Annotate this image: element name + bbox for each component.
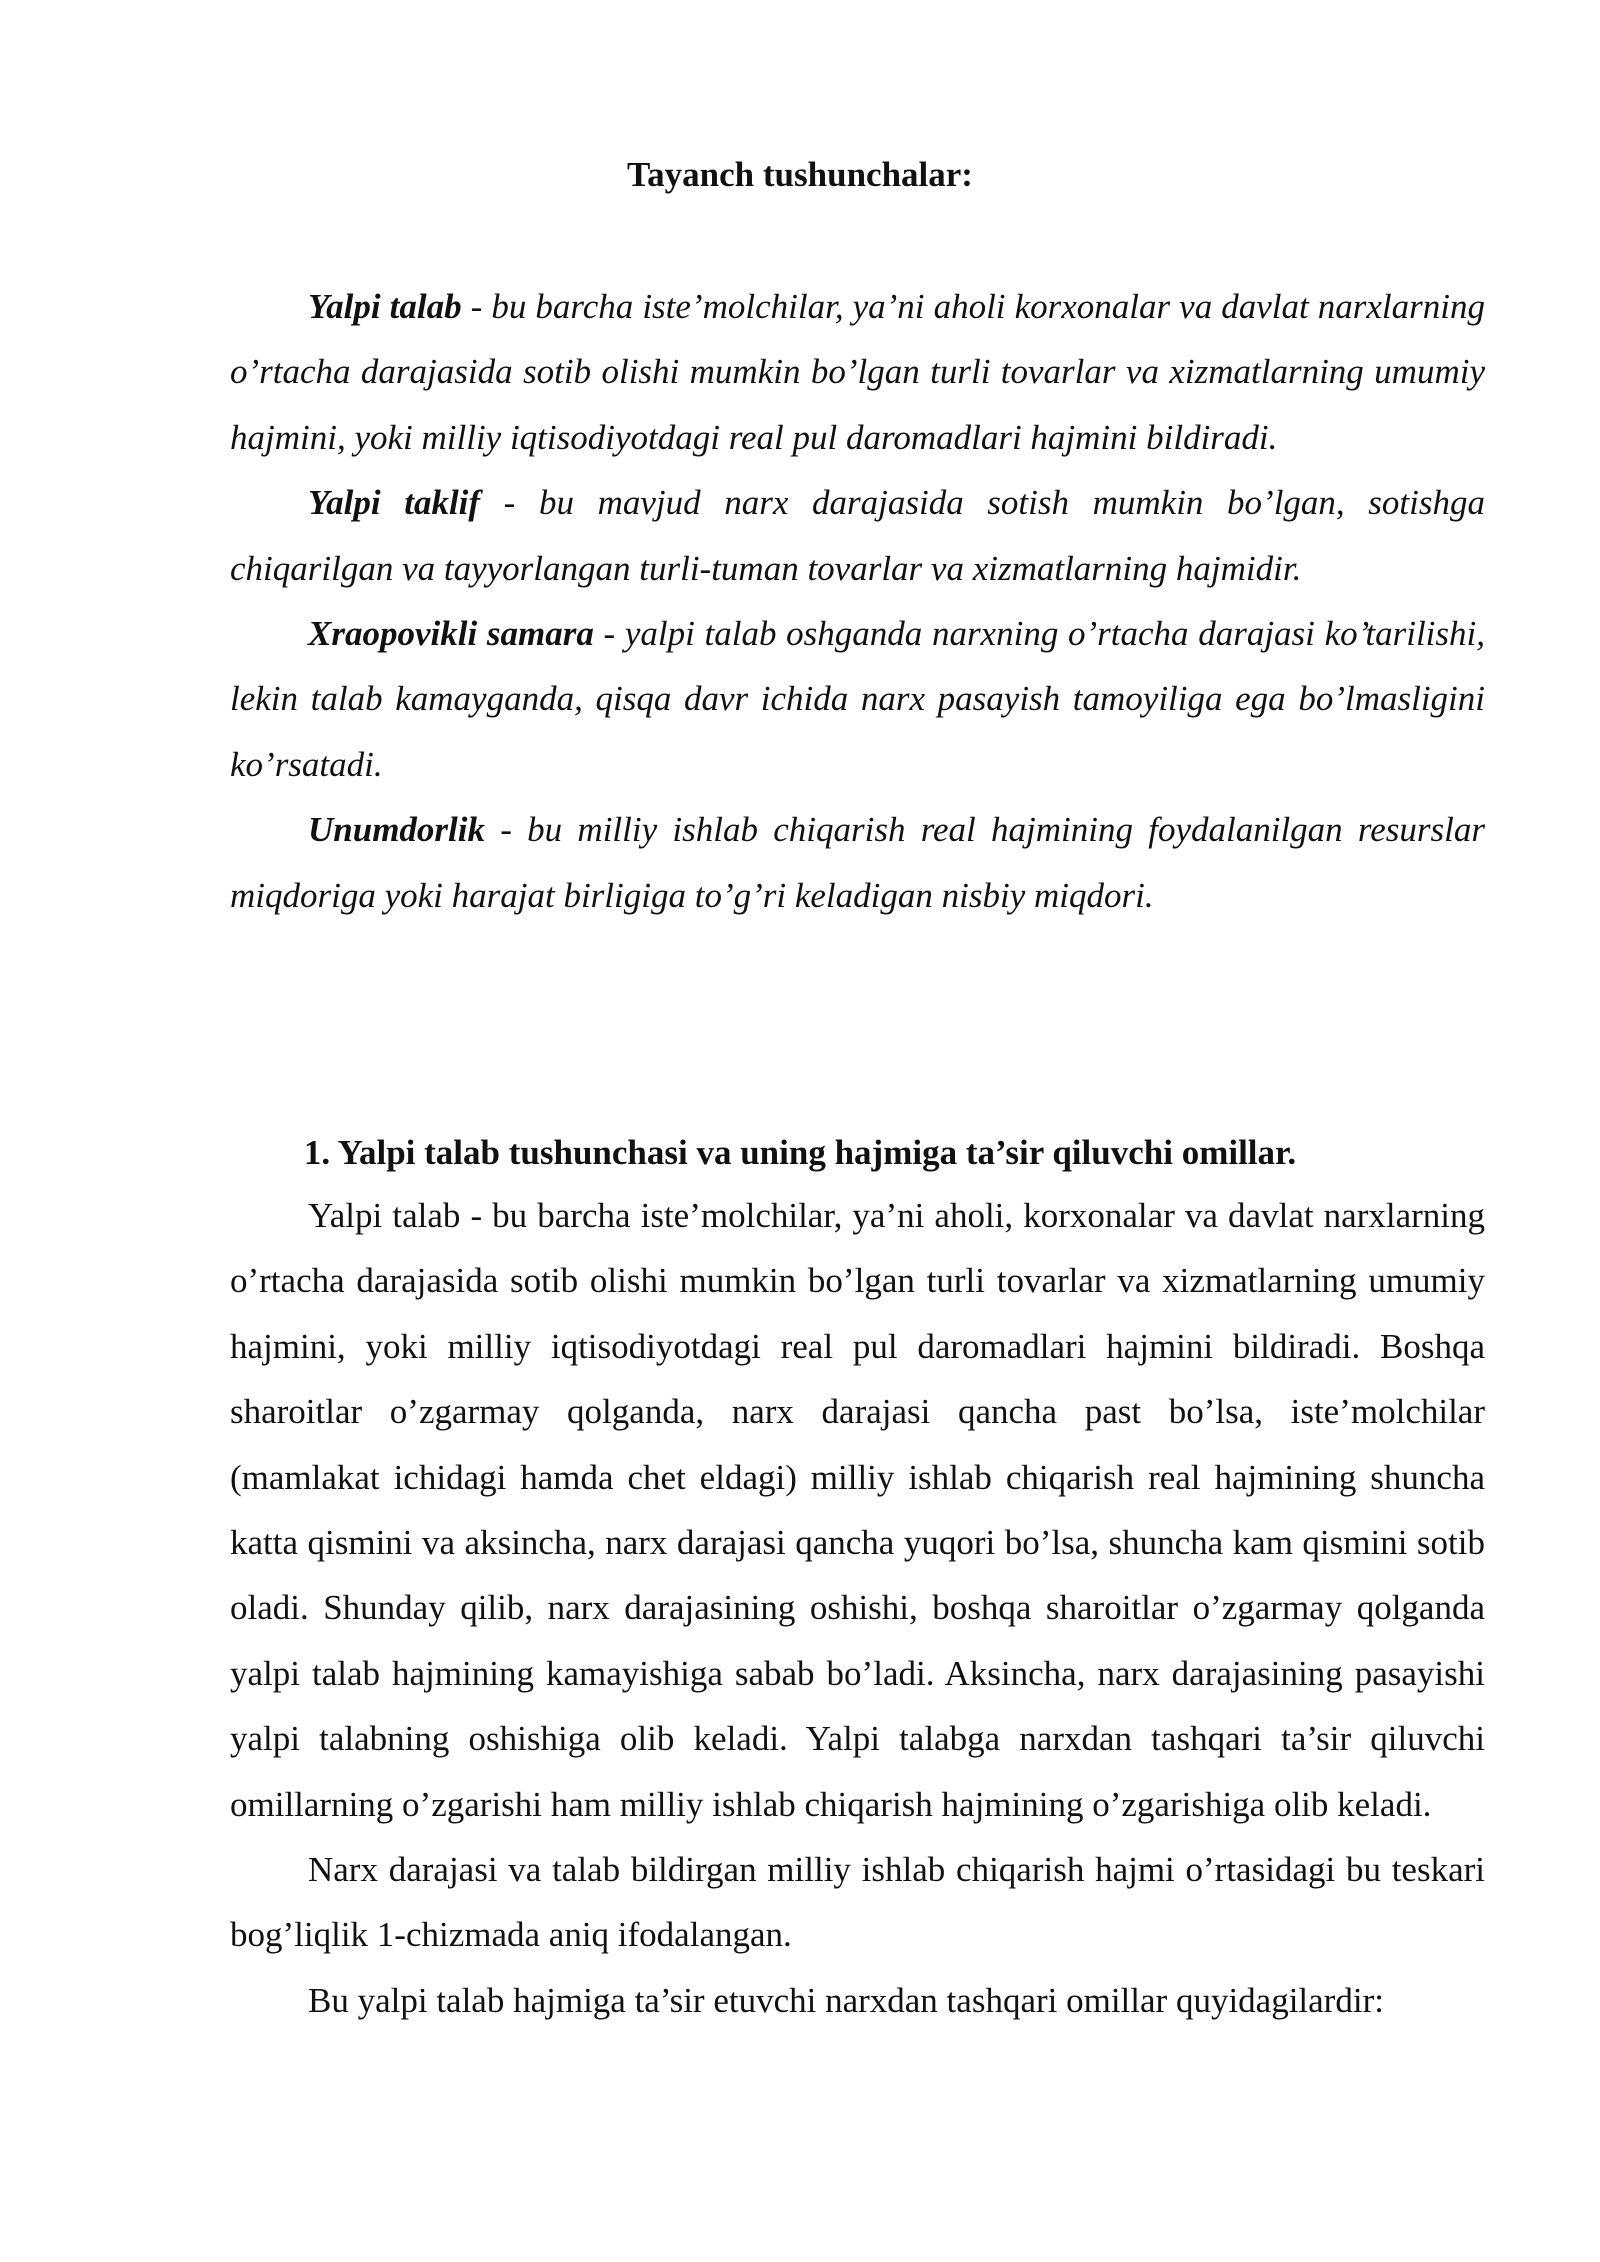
definition-text: - bu mavjud narx darajasida sotish mumkin bo’lgan, sotishga chiqarilgan va tayyorlangan turli-tuman tovarlar va xizmatlarning hajmidir. [230, 483, 1485, 588]
definition-text: - bu milliy ishlab chiqarish real hajmining foydalanilgan resurslar miqdoriga yoki harajat birligiga to’g’ri keladigan nisbiy miqdori. [230, 810, 1485, 915]
section-body [230, 1183, 1485, 2033]
definitions-list [230, 274, 1485, 928]
page-heading: Tayanch tushunchalar: [627, 155, 973, 194]
definition-item [230, 797, 1485, 928]
definition-term: Xraopovikli samara [308, 614, 594, 654]
section-title: 1. Yalpi talab tushunchasi va uning hajmiga ta’sir qiluvchi omillar. [303, 1133, 1297, 1172]
body-paragraph: Bu yalpi talab hajmiga ta’sir etuvchi narxdan tashqari omillar quyidagilardir: [308, 1980, 1384, 2020]
definition-item [230, 470, 1485, 601]
body-paragraph: Narx darajasi va talab bildirgan milliy ishlab chiqarish hajmi o’rtasidagi bu teskari bog’liqlik 1-chizmada aniq ifodalangan. [230, 1850, 1485, 1955]
definition-term: Yalpi talab [308, 287, 462, 326]
definition-term: Unumdorlik [308, 810, 485, 850]
definition-text: - yalpi talab oshganda narxning o’rtacha darajasi ko’tarilishi, lekin talab kamayganda, qisqa davr ichida narx pasayish tamoyiliga ega bo’lmasligini ko’rsatadi. [230, 614, 1486, 784]
definition-item [230, 274, 1485, 470]
body-paragraph: Yalpi talab - bu barcha iste’molchilar, ya’ni aholi, korxonalar va davlat narxlarning o’rtacha darajasida sotib olishi mumkin bo’lgan turli tovarlar va xizmatlarning umumiy hajmini, yoki milliy iqtisodiyotdagi real pul daromadlari hajmini bildiradi. Boshqa sharoitlar o’zgarmay qolganda, narx darajasi qancha past bo’lsa, iste’molchilar (mamlakat ichidagi hamda chet eldagi) milliy ishlab chiqarish real hajmining shuncha katta qismini va aksincha, narx darajasi qancha yuqori bo’lsa, shuncha kam qismini sotib oladi. Shunday qilib, narx darajasining oshishi, boshqa sharoitlar o’zgarmay qolganda yalpi talab hajmining kamayishiga sabab bo’ladi. Aksincha, narx darajasining pasayishi yalpi talabning oshishiga olib keladi. Yalpi talabga narxdan tashqari ta’sir qiluvchi omillarning o’zgarishi ham milliy ishlab chiqarish hajmining o’zgarishiga olib keladi. [230, 1196, 1485, 1824]
definition-term: Yalpi taklif [308, 483, 481, 523]
definition-item [230, 601, 1485, 797]
definition-text: - bu barcha iste’molchilar, ya’ni aholi korxonalar va davlat narxlarning o’rtacha darajasida sotib olishi mumkin bo’lgan turli tovarlar va xizmatlarning umumiy hajmini, yoki milliy iqtisodiyotdagi real pul daromadlari hajmini bildiradi. [230, 287, 1485, 457]
